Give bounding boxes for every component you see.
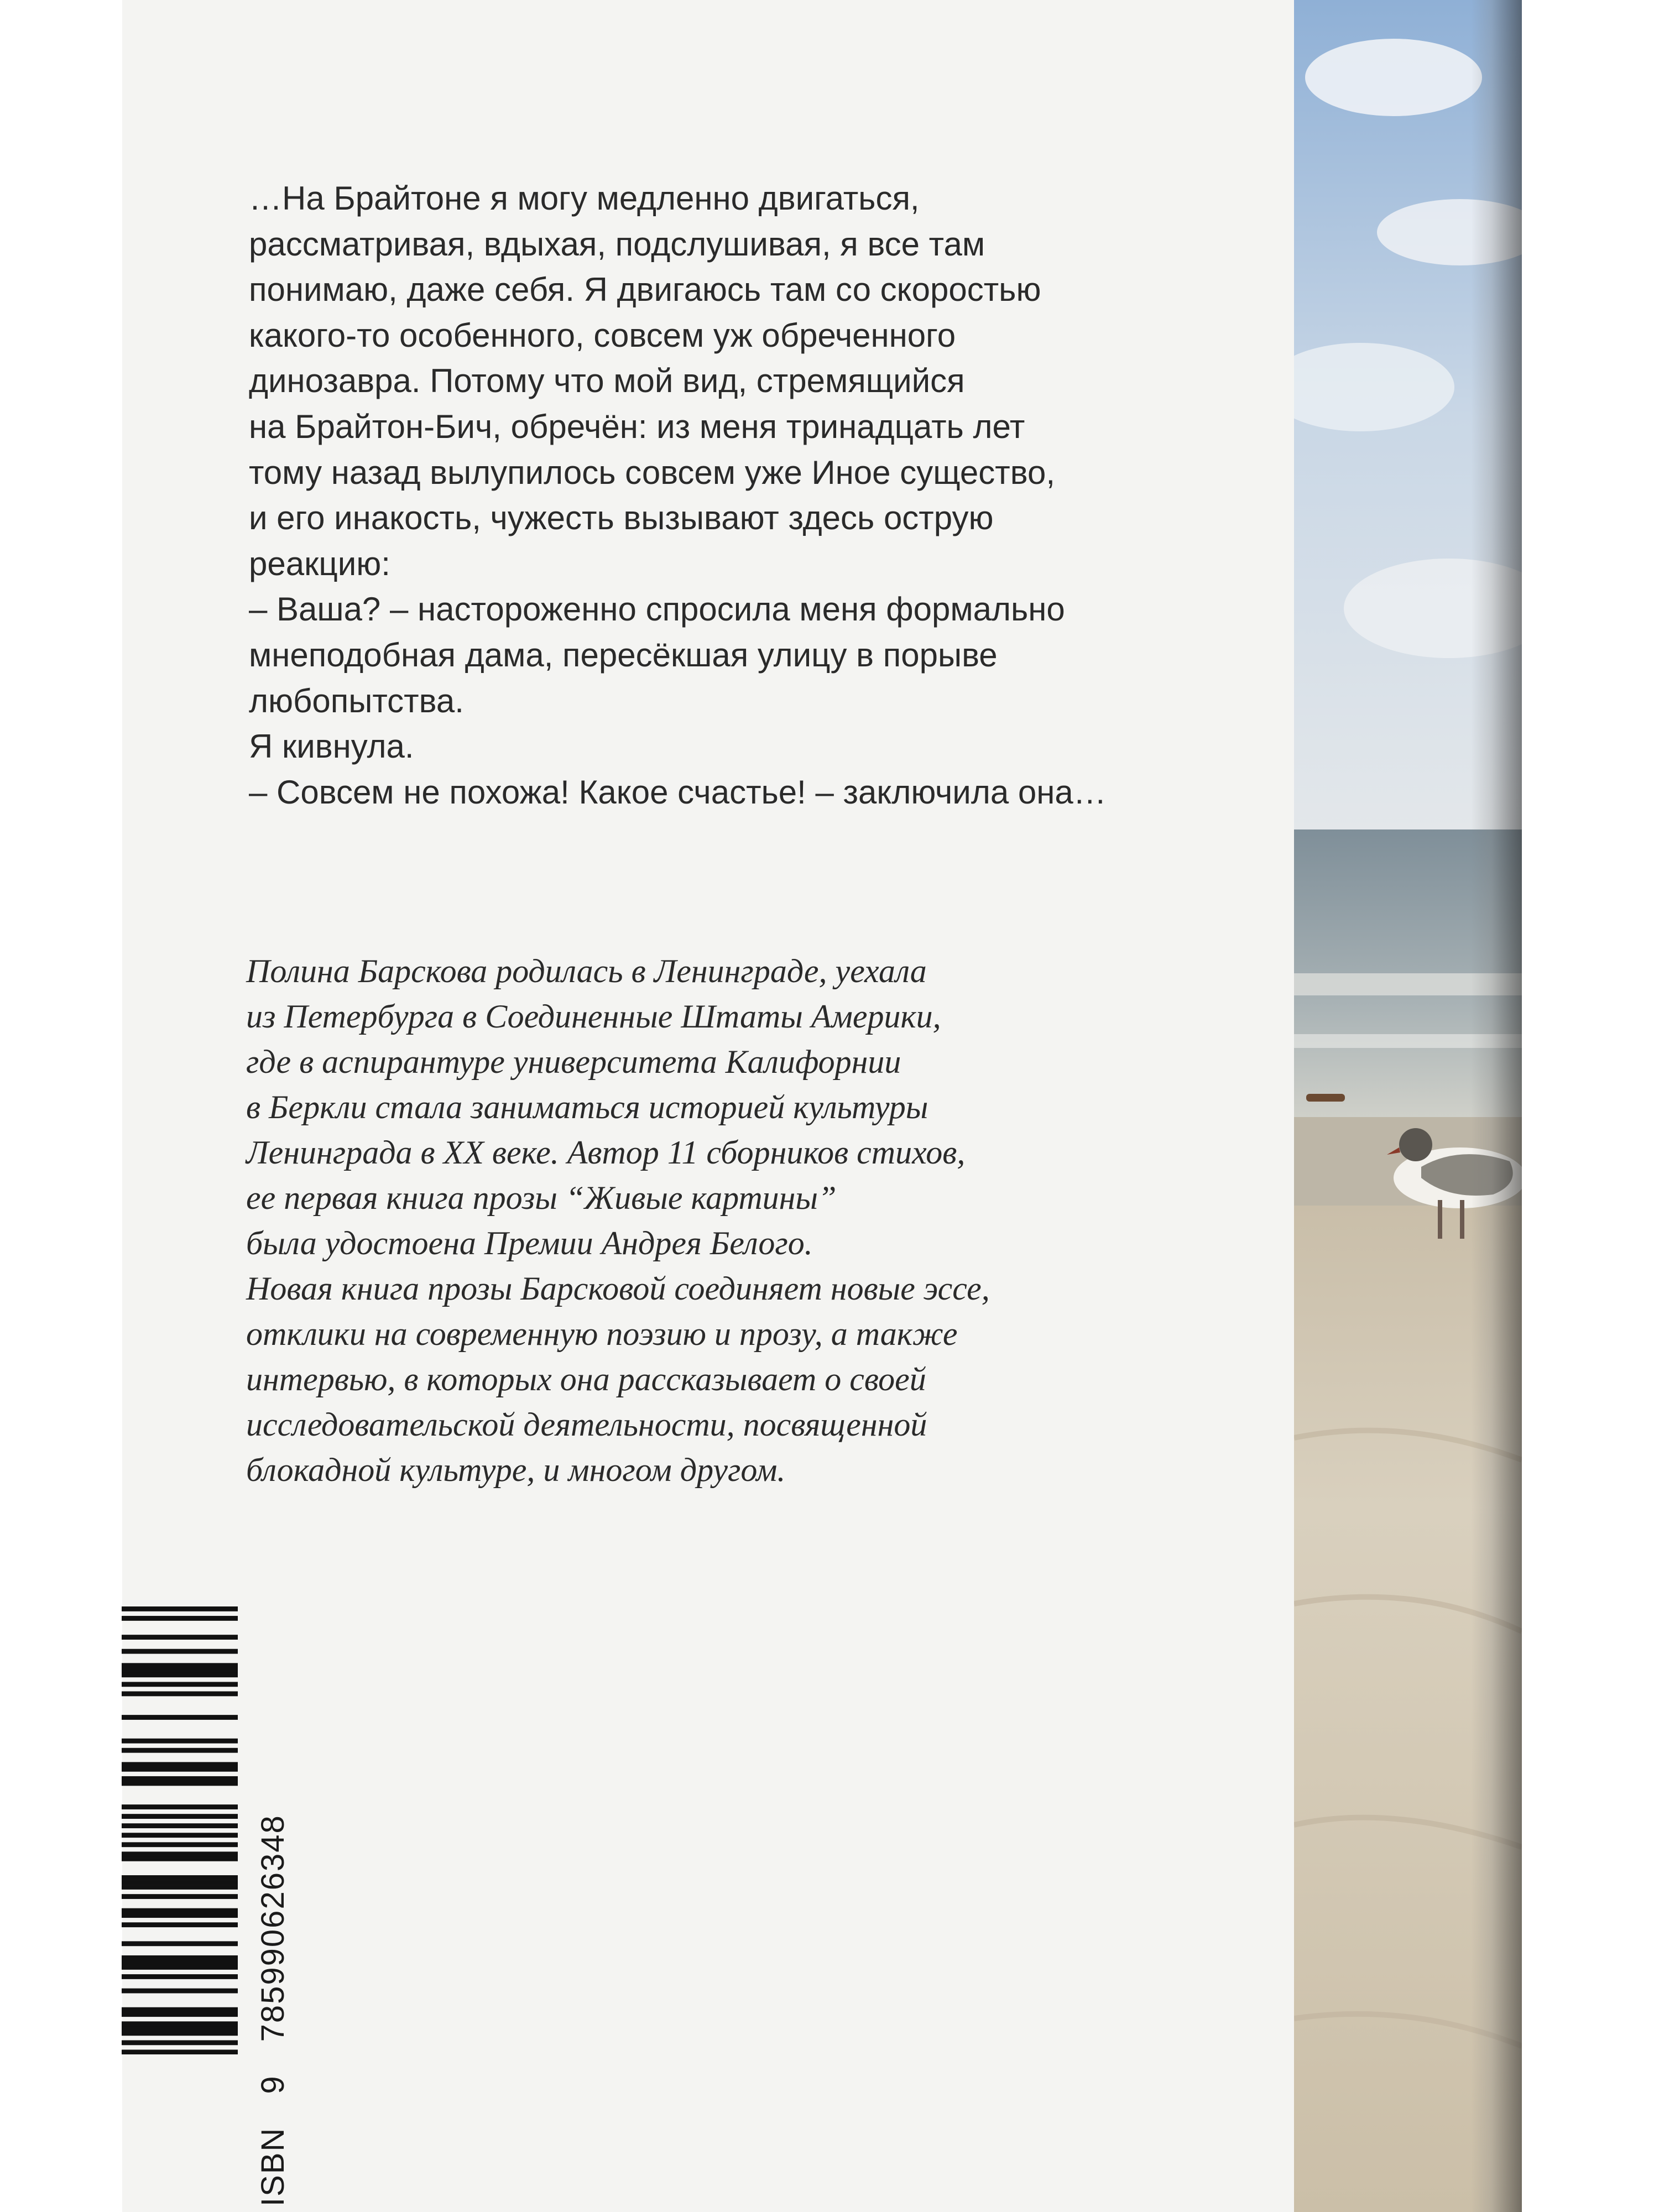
barcode-bar <box>122 1941 238 1946</box>
excerpt-line: – Ваша? – настороженно спросила меня формально <box>249 591 1065 628</box>
barcode-bar <box>122 1635 238 1640</box>
barcode-bar <box>122 1649 238 1654</box>
bio-line: блокадной культуре, и многом другом. <box>246 1452 786 1488</box>
bio-line: из Петербурга в Соединенные Штаты Америки, <box>246 998 941 1035</box>
excerpt-line: реакцию: <box>249 545 390 582</box>
barcode-bar <box>122 2021 238 2026</box>
barcode-bar <box>122 1739 238 1744</box>
barcode-bar <box>122 1814 238 1819</box>
bio-line: где в аспирантуре университета Калифорнии <box>246 1044 901 1080</box>
barcode-bar <box>122 2012 238 2017</box>
barcode-bar <box>122 2026 238 2031</box>
barcode-bar <box>122 1989 238 1994</box>
excerpt-line: какого-то особенного, совсем уж обреченного <box>249 316 956 354</box>
excerpt-line: и его инакость, чужесть вызывают здесь острую <box>249 499 994 537</box>
isbn-label <box>254 1814 291 2206</box>
barcode-bar <box>122 1955 238 1960</box>
barcode-bar <box>122 1804 238 1809</box>
barcode-bar <box>122 2040 238 2045</box>
barcode-bar <box>122 1616 238 1621</box>
barcode-bar <box>122 1672 238 1677</box>
barcode-bar <box>122 1974 238 1979</box>
barcode-bar <box>122 1913 238 1918</box>
barcode-bar <box>122 1767 238 1772</box>
driftwood <box>1306 1094 1345 1102</box>
barcode-bar <box>122 1668 238 1673</box>
barcode-bar <box>122 1833 238 1838</box>
excerpt-line: понимаю, даже себя. Я двигаюсь там со скоростью <box>249 271 1041 309</box>
barcode-bar <box>122 1856 238 1861</box>
barcode-bar <box>122 1894 238 1899</box>
bio-line: интервью, в которых она рассказывает о своей <box>246 1361 926 1397</box>
excerpt-line: Я кивнула. <box>249 728 414 765</box>
barcode-bar <box>122 1781 238 1786</box>
barcode-bar <box>122 1922 238 1927</box>
barcode-bar <box>122 1880 238 1885</box>
excerpt-line: динозавра. Потому что мой вид, стремящийся <box>249 362 965 400</box>
barcode-bar <box>122 2031 238 2036</box>
author-bio <box>246 948 1197 1493</box>
bio-line: в Беркли стала заниматься историей культуры <box>246 1089 928 1125</box>
barcode-bar <box>122 1762 238 1767</box>
barcode-bar <box>122 2007 238 2012</box>
spine-shadow <box>1471 0 1522 2212</box>
excerpt-line: – Совсем не похожа! Какое счастье! – заключила она… <box>249 773 1107 811</box>
barcode-bar <box>122 1842 238 1847</box>
bio-line: была удостоена Премии Андрея Белого. <box>246 1225 813 1261</box>
barcode-bar <box>122 1776 238 1781</box>
excerpt-line: мнеподобная дама, пересёкшая улицу в порыве <box>249 636 998 674</box>
excerpt-line: на Брайтон-Бич, обречён: из меня тринадцать лет <box>249 408 1025 445</box>
bio-line: исследовательской деятельности, посвященной <box>246 1406 927 1443</box>
bio-line: ее первая книга прозы “Живые картины” <box>246 1180 837 1216</box>
barcode-bar <box>122 1606 238 1611</box>
excerpt-line: рассматривая, вдыхая, подслушивая, я все там <box>249 225 985 263</box>
isbn-first-digit: 9 <box>255 2075 291 2094</box>
isbn-digits: 785990626348 <box>255 1814 291 2042</box>
barcode-bar <box>122 1691 238 1696</box>
excerpt-line: любопытства. <box>249 682 464 719</box>
barcode-bar <box>122 1885 238 1890</box>
isbn-barcode <box>122 1606 238 2054</box>
barcode-bar <box>122 1823 238 1828</box>
barcode-bar <box>122 1875 238 1880</box>
excerpt-line: …На Брайтоне я могу медленно двигаться, <box>249 180 920 217</box>
isbn-barcode-block <box>105 1606 291 2209</box>
barcode-bar <box>122 1663 238 1668</box>
barcode-bar <box>122 1965 238 1970</box>
isbn-prefix: ISBN <box>255 2127 291 2206</box>
barcode-bar <box>122 2049 238 2054</box>
bio-line: Новая книга прозы Барсковой соединяет новые эссе, <box>246 1270 990 1307</box>
book-excerpt <box>249 176 1200 815</box>
bio-line: Полина Барскова родилась в Ленинграде, уехала <box>246 953 927 989</box>
barcode-bar <box>122 1851 238 1856</box>
barcode-bar <box>122 1682 238 1687</box>
barcode-bar <box>122 1748 238 1753</box>
cloud <box>1305 39 1482 116</box>
excerpt-line: тому назад вылупилось совсем уже Иное существо, <box>249 453 1055 491</box>
barcode-bar <box>122 1960 238 1965</box>
bio-line: отклики на современную поэзию и прозу, а также <box>246 1316 958 1352</box>
barcode-bar <box>122 1908 238 1913</box>
bio-line: Ленинграда в XX веке. Автор 11 сборников стихов, <box>246 1134 966 1171</box>
barcode-bar <box>122 1715 238 1720</box>
